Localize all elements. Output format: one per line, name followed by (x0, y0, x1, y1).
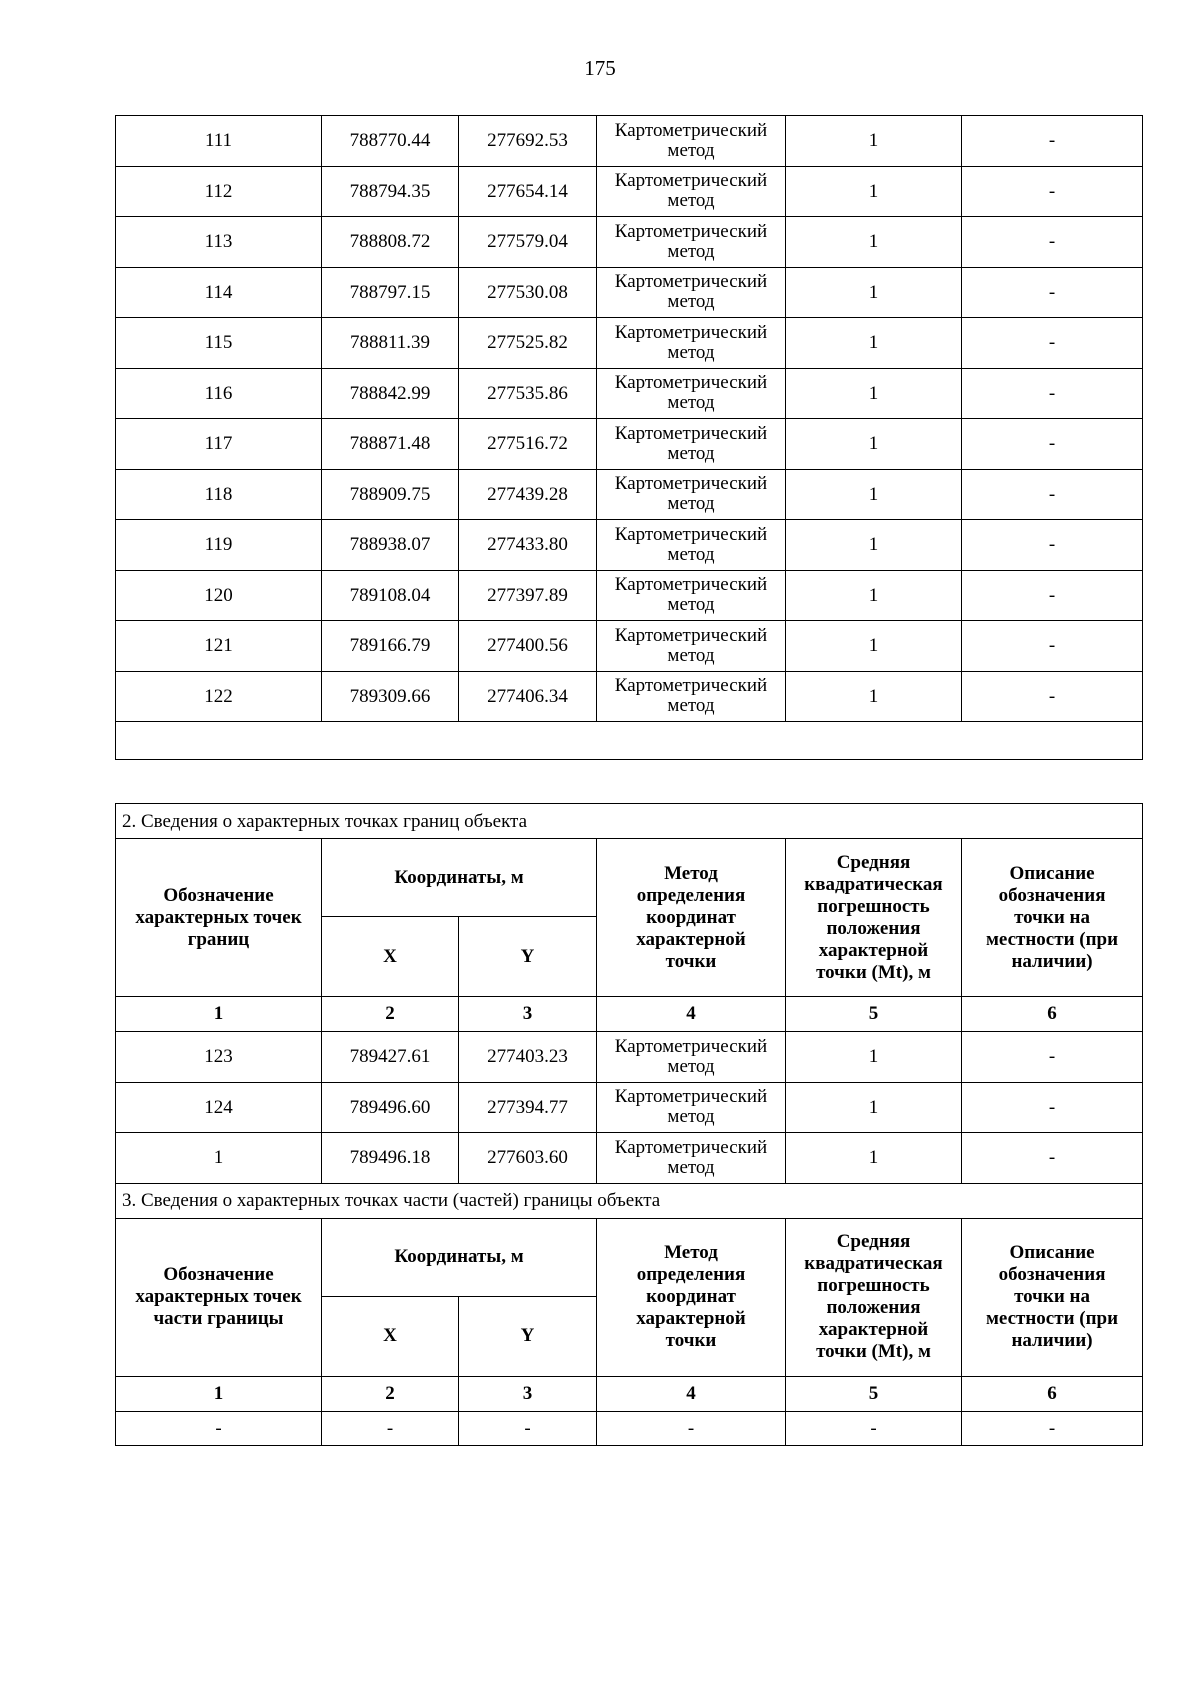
column-number: 6 (962, 1376, 1143, 1411)
cell-x: 788811.39 (322, 318, 459, 369)
cell-y: 277406.34 (459, 671, 597, 722)
cell-mt: 1 (786, 520, 962, 571)
column-number: 5 (786, 997, 962, 1032)
cell-y: 277603.60 (459, 1133, 597, 1184)
cell-y: 277692.53 (459, 116, 597, 167)
column-number: 4 (597, 997, 786, 1032)
cell-y: 277530.08 (459, 267, 597, 318)
cell-point: 121 (116, 621, 322, 672)
column-number: 6 (962, 997, 1143, 1032)
table-row (116, 520, 1143, 571)
cell-description: - (962, 469, 1143, 520)
table-row (116, 570, 1143, 621)
cell-mt: 1 (786, 570, 962, 621)
cell-x: - (322, 1411, 459, 1445)
table-row (116, 368, 1143, 419)
column-number: 4 (597, 1376, 786, 1411)
cell-x: 788770.44 (322, 116, 459, 167)
cell-description: - (962, 116, 1143, 167)
header-method: Метод определения координат характерной точки (597, 839, 786, 997)
cell-point: 112 (116, 166, 322, 217)
cell-point: 119 (116, 520, 322, 571)
cell-method: Картометрический метод (597, 368, 786, 419)
table-row (116, 469, 1143, 520)
header-y: Y (459, 917, 597, 997)
cell-x: 788871.48 (322, 419, 459, 470)
section-3-title: 3. Сведения о характерных точках части (частей) границы объекта (116, 1183, 1143, 1218)
column-number: 1 (116, 997, 322, 1032)
cell-x: 789496.60 (322, 1082, 459, 1133)
cell-method: Картометрический метод (597, 166, 786, 217)
cell-mt: 1 (786, 1133, 962, 1184)
table-row (116, 1411, 1143, 1445)
table-row (116, 116, 1143, 167)
cell-mt: 1 (786, 318, 962, 369)
cell-y: - (459, 1411, 597, 1445)
column-number: 1 (116, 1376, 322, 1411)
cell-description: - (962, 217, 1143, 268)
cell-description: - (962, 1032, 1143, 1083)
cell-method: Картометрический метод (597, 520, 786, 571)
cell-mt: 1 (786, 419, 962, 470)
cell-point: 113 (116, 217, 322, 268)
cell-x: 788808.72 (322, 217, 459, 268)
cell-method: Картометрический метод (597, 621, 786, 672)
cell-point: 122 (116, 671, 322, 722)
header-y: Y (459, 1296, 597, 1376)
cell-y: 277400.56 (459, 621, 597, 672)
cell-description: - (962, 671, 1143, 722)
boundary-points-table (115, 803, 1143, 1446)
cell-point: 114 (116, 267, 322, 318)
cell-method: Картометрический метод (597, 1032, 786, 1083)
cell-x: 788909.75 (322, 469, 459, 520)
header-coordinates: Координаты, м (322, 1218, 597, 1296)
cell-x: 789309.66 (322, 671, 459, 722)
cell-description: - (962, 267, 1143, 318)
cell-x: 788938.07 (322, 520, 459, 571)
header-coordinates: Координаты, м (322, 839, 597, 917)
cell-method: Картометрический метод (597, 1082, 786, 1133)
header-point-designation: Обозначение характерных точек границ (116, 839, 322, 997)
table-row (116, 1133, 1143, 1184)
header-description: Описание обозначения точки на местности (при наличии) (962, 839, 1143, 997)
cell-point: - (116, 1411, 322, 1445)
cell-mt: 1 (786, 1032, 962, 1083)
header-point-designation: Обозначение характерных точек части границы (116, 1218, 322, 1376)
cell-mt: - (786, 1411, 962, 1445)
cell-y: 277397.89 (459, 570, 597, 621)
cell-mt: 1 (786, 368, 962, 419)
table-row (116, 217, 1143, 268)
coordinates-table-continued (115, 115, 1143, 760)
cell-mt: 1 (786, 166, 962, 217)
header-description: Описание обозначения точки на местности (при наличии) (962, 1218, 1143, 1376)
cell-point: 116 (116, 368, 322, 419)
cell-description: - (962, 1411, 1143, 1445)
column-number: 2 (322, 1376, 459, 1411)
cell-description: - (962, 1082, 1143, 1133)
cell-point: 120 (116, 570, 322, 621)
cell-method: Картометрический метод (597, 570, 786, 621)
cell-y: 277654.14 (459, 166, 597, 217)
cell-method: Картометрический метод (597, 217, 786, 268)
cell-y: 277439.28 (459, 469, 597, 520)
table-row (116, 1082, 1143, 1133)
cell-x: 788797.15 (322, 267, 459, 318)
cell-point: 111 (116, 116, 322, 167)
cell-method: Картометрический метод (597, 267, 786, 318)
table-row (116, 318, 1143, 369)
cell-mt: 1 (786, 217, 962, 268)
cell-x: 788842.99 (322, 368, 459, 419)
cell-mt: 1 (786, 671, 962, 722)
cell-y: 277535.86 (459, 368, 597, 419)
column-number: 3 (459, 1376, 597, 1411)
cell-y: 277394.77 (459, 1082, 597, 1133)
cell-y: 277525.82 (459, 318, 597, 369)
empty-row (116, 722, 1143, 760)
cell-method: Картометрический метод (597, 671, 786, 722)
header-x: X (322, 917, 459, 997)
cell-x: 789427.61 (322, 1032, 459, 1083)
cell-x: 789166.79 (322, 621, 459, 672)
cell-mt: 1 (786, 469, 962, 520)
cell-description: - (962, 368, 1143, 419)
cell-method: - (597, 1411, 786, 1445)
cell-mt: 1 (786, 1082, 962, 1133)
cell-y: 277579.04 (459, 217, 597, 268)
cell-y: 277403.23 (459, 1032, 597, 1083)
header-mean-error: Средняя квадратическая погрешность положения характерной точки (Mt), м (786, 839, 962, 997)
cell-point: 115 (116, 318, 322, 369)
cell-description: - (962, 621, 1143, 672)
cell-y: 277433.80 (459, 520, 597, 571)
cell-description: - (962, 520, 1143, 571)
cell-description: - (962, 318, 1143, 369)
cell-method: Картометрический метод (597, 318, 786, 369)
cell-method: Картометрический метод (597, 419, 786, 470)
table-row (116, 1032, 1143, 1083)
cell-mt: 1 (786, 267, 962, 318)
page-number: 175 (584, 56, 616, 80)
cell-method: Картометрический метод (597, 116, 786, 167)
cell-method: Картометрический метод (597, 469, 786, 520)
cell-x: 789108.04 (322, 570, 459, 621)
cell-description: - (962, 419, 1143, 470)
header-mean-error: Средняя квадратическая погрешность положения характерной точки (Mt), м (786, 1218, 962, 1376)
cell-description: - (962, 1133, 1143, 1184)
cell-mt: 1 (786, 621, 962, 672)
header-x: X (322, 1296, 459, 1376)
table-row (116, 419, 1143, 470)
table-row (116, 671, 1143, 722)
cell-y: 277516.72 (459, 419, 597, 470)
cell-point: 117 (116, 419, 322, 470)
cell-x: 788794.35 (322, 166, 459, 217)
table-row (116, 621, 1143, 672)
cell-mt: 1 (786, 116, 962, 167)
column-number: 2 (322, 997, 459, 1032)
empty-cell (116, 722, 1143, 760)
table-row (116, 166, 1143, 217)
column-number: 5 (786, 1376, 962, 1411)
cell-point: 124 (116, 1082, 322, 1133)
cell-point: 123 (116, 1032, 322, 1083)
section-2-title: 2. Сведения о характерных точках границ объекта (116, 804, 1143, 839)
column-number: 3 (459, 997, 597, 1032)
table-row (116, 267, 1143, 318)
header-method: Метод определения координат характерной точки (597, 1218, 786, 1376)
cell-method: Картометрический метод (597, 1133, 786, 1184)
cell-x: 789496.18 (322, 1133, 459, 1184)
cell-description: - (962, 166, 1143, 217)
cell-point: 1 (116, 1133, 322, 1184)
cell-description: - (962, 570, 1143, 621)
cell-point: 118 (116, 469, 322, 520)
